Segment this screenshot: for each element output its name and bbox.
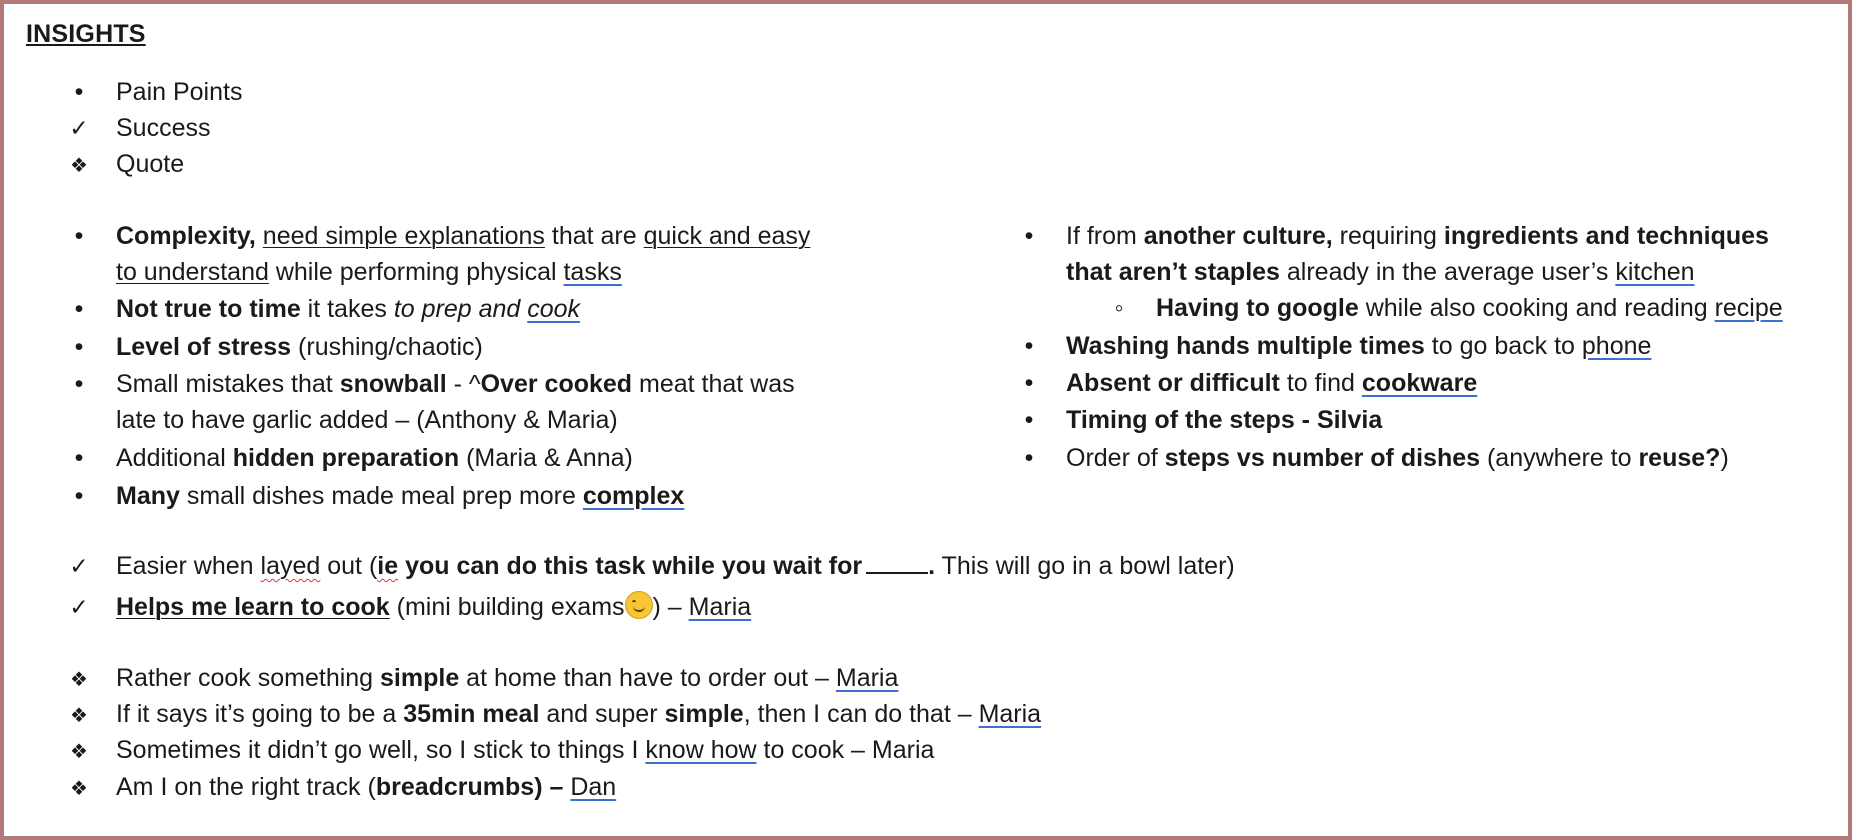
pain-point-timing: Timing of the steps - Silvia xyxy=(1066,406,1383,434)
pain-point-complexity: Complexity, need simple explanations that are quick and easy xyxy=(116,222,811,250)
pain-point-small-dishes: Many small dishes made meal prep more complex xyxy=(116,482,685,510)
pain-point-culture-cont: that aren’t staples already in the average user’s kitchen xyxy=(1066,258,1695,286)
pain-point-culture: If from another culture, requiring ingredients and techniques xyxy=(1066,222,1769,250)
quote-cook-simple: Rather cook something simple at home than have to order out – Maria xyxy=(116,664,899,692)
quote-breadcrumbs: Am I on the right track (breadcrumbs) – Dan xyxy=(116,773,617,801)
pain-point-hidden-prep: Additional hidden preparation (Maria & Anna) xyxy=(116,444,633,472)
success-layed-out: Easier when layed out (ie you can do this task while you wait for . This will go in a bowl later) xyxy=(116,552,1235,580)
bullet-dot-icon xyxy=(64,366,94,402)
check-icon xyxy=(64,110,94,146)
diamond-bullet-icon xyxy=(64,146,94,184)
bullet-dot-icon xyxy=(1014,365,1044,401)
success-learn-to-cook: Helps me learn to cook (mini building exams ) – Maria xyxy=(116,593,752,621)
pain-point-time: Not true to time it takes to prep and cook xyxy=(116,295,581,323)
pain-point-washing-hands: Washing hands multiple times to go back to phone xyxy=(1066,332,1652,360)
page-title: INSIGHTS xyxy=(26,20,146,48)
blank-line xyxy=(866,552,928,574)
pain-point-mistakes: Small mistakes that snowball - ^Over cooked meat that was xyxy=(116,370,795,398)
bullet-dot-icon xyxy=(64,478,94,514)
quote-know-how: Sometimes it didn’t go well, so I stick to things I know how to cook – Maria xyxy=(116,736,935,764)
legend-pain-points: Pain Points xyxy=(116,78,243,106)
bullet-dot-icon xyxy=(64,329,94,365)
diamond-bullet-icon xyxy=(64,660,94,698)
check-icon xyxy=(64,548,94,584)
hollow-bullet-icon xyxy=(1104,290,1134,326)
legend-success: Success xyxy=(116,114,211,142)
check-icon xyxy=(64,589,94,625)
bullet-dot-icon xyxy=(64,218,94,254)
pain-point-cookware: Absent or difficult to find cookware xyxy=(1066,369,1478,397)
pain-point-stress: Level of stress (rushing/chaotic) xyxy=(116,333,483,361)
diamond-bullet-icon xyxy=(64,696,94,734)
bullet-dot-icon xyxy=(1014,328,1044,364)
legend-quote: Quote xyxy=(116,150,185,178)
pain-point-google: Having to google while also cooking and reading recipe xyxy=(1156,294,1783,322)
bullet-dot-icon xyxy=(64,291,94,327)
diamond-bullet-icon xyxy=(64,769,94,807)
smiling-face-icon xyxy=(625,591,653,619)
bullet-dot-icon xyxy=(64,74,94,110)
pain-point-mistakes-cont: late to have garlic added – (Anthony & Maria) xyxy=(116,406,618,434)
bullet-dot-icon xyxy=(1014,218,1044,254)
bullet-dot-icon xyxy=(1014,440,1044,476)
pain-point-complexity-cont: to understand while performing physical tasks xyxy=(116,258,622,286)
bullet-dot-icon xyxy=(64,440,94,476)
quote-35min-meal: If it says it’s going to be a 35min meal and super simple, then I can do that – Maria xyxy=(116,700,1042,728)
pain-point-order-steps: Order of steps vs number of dishes (anywhere to reuse?) xyxy=(1066,444,1729,472)
bullet-dot-icon xyxy=(1014,402,1044,438)
diamond-bullet-icon xyxy=(64,732,94,770)
